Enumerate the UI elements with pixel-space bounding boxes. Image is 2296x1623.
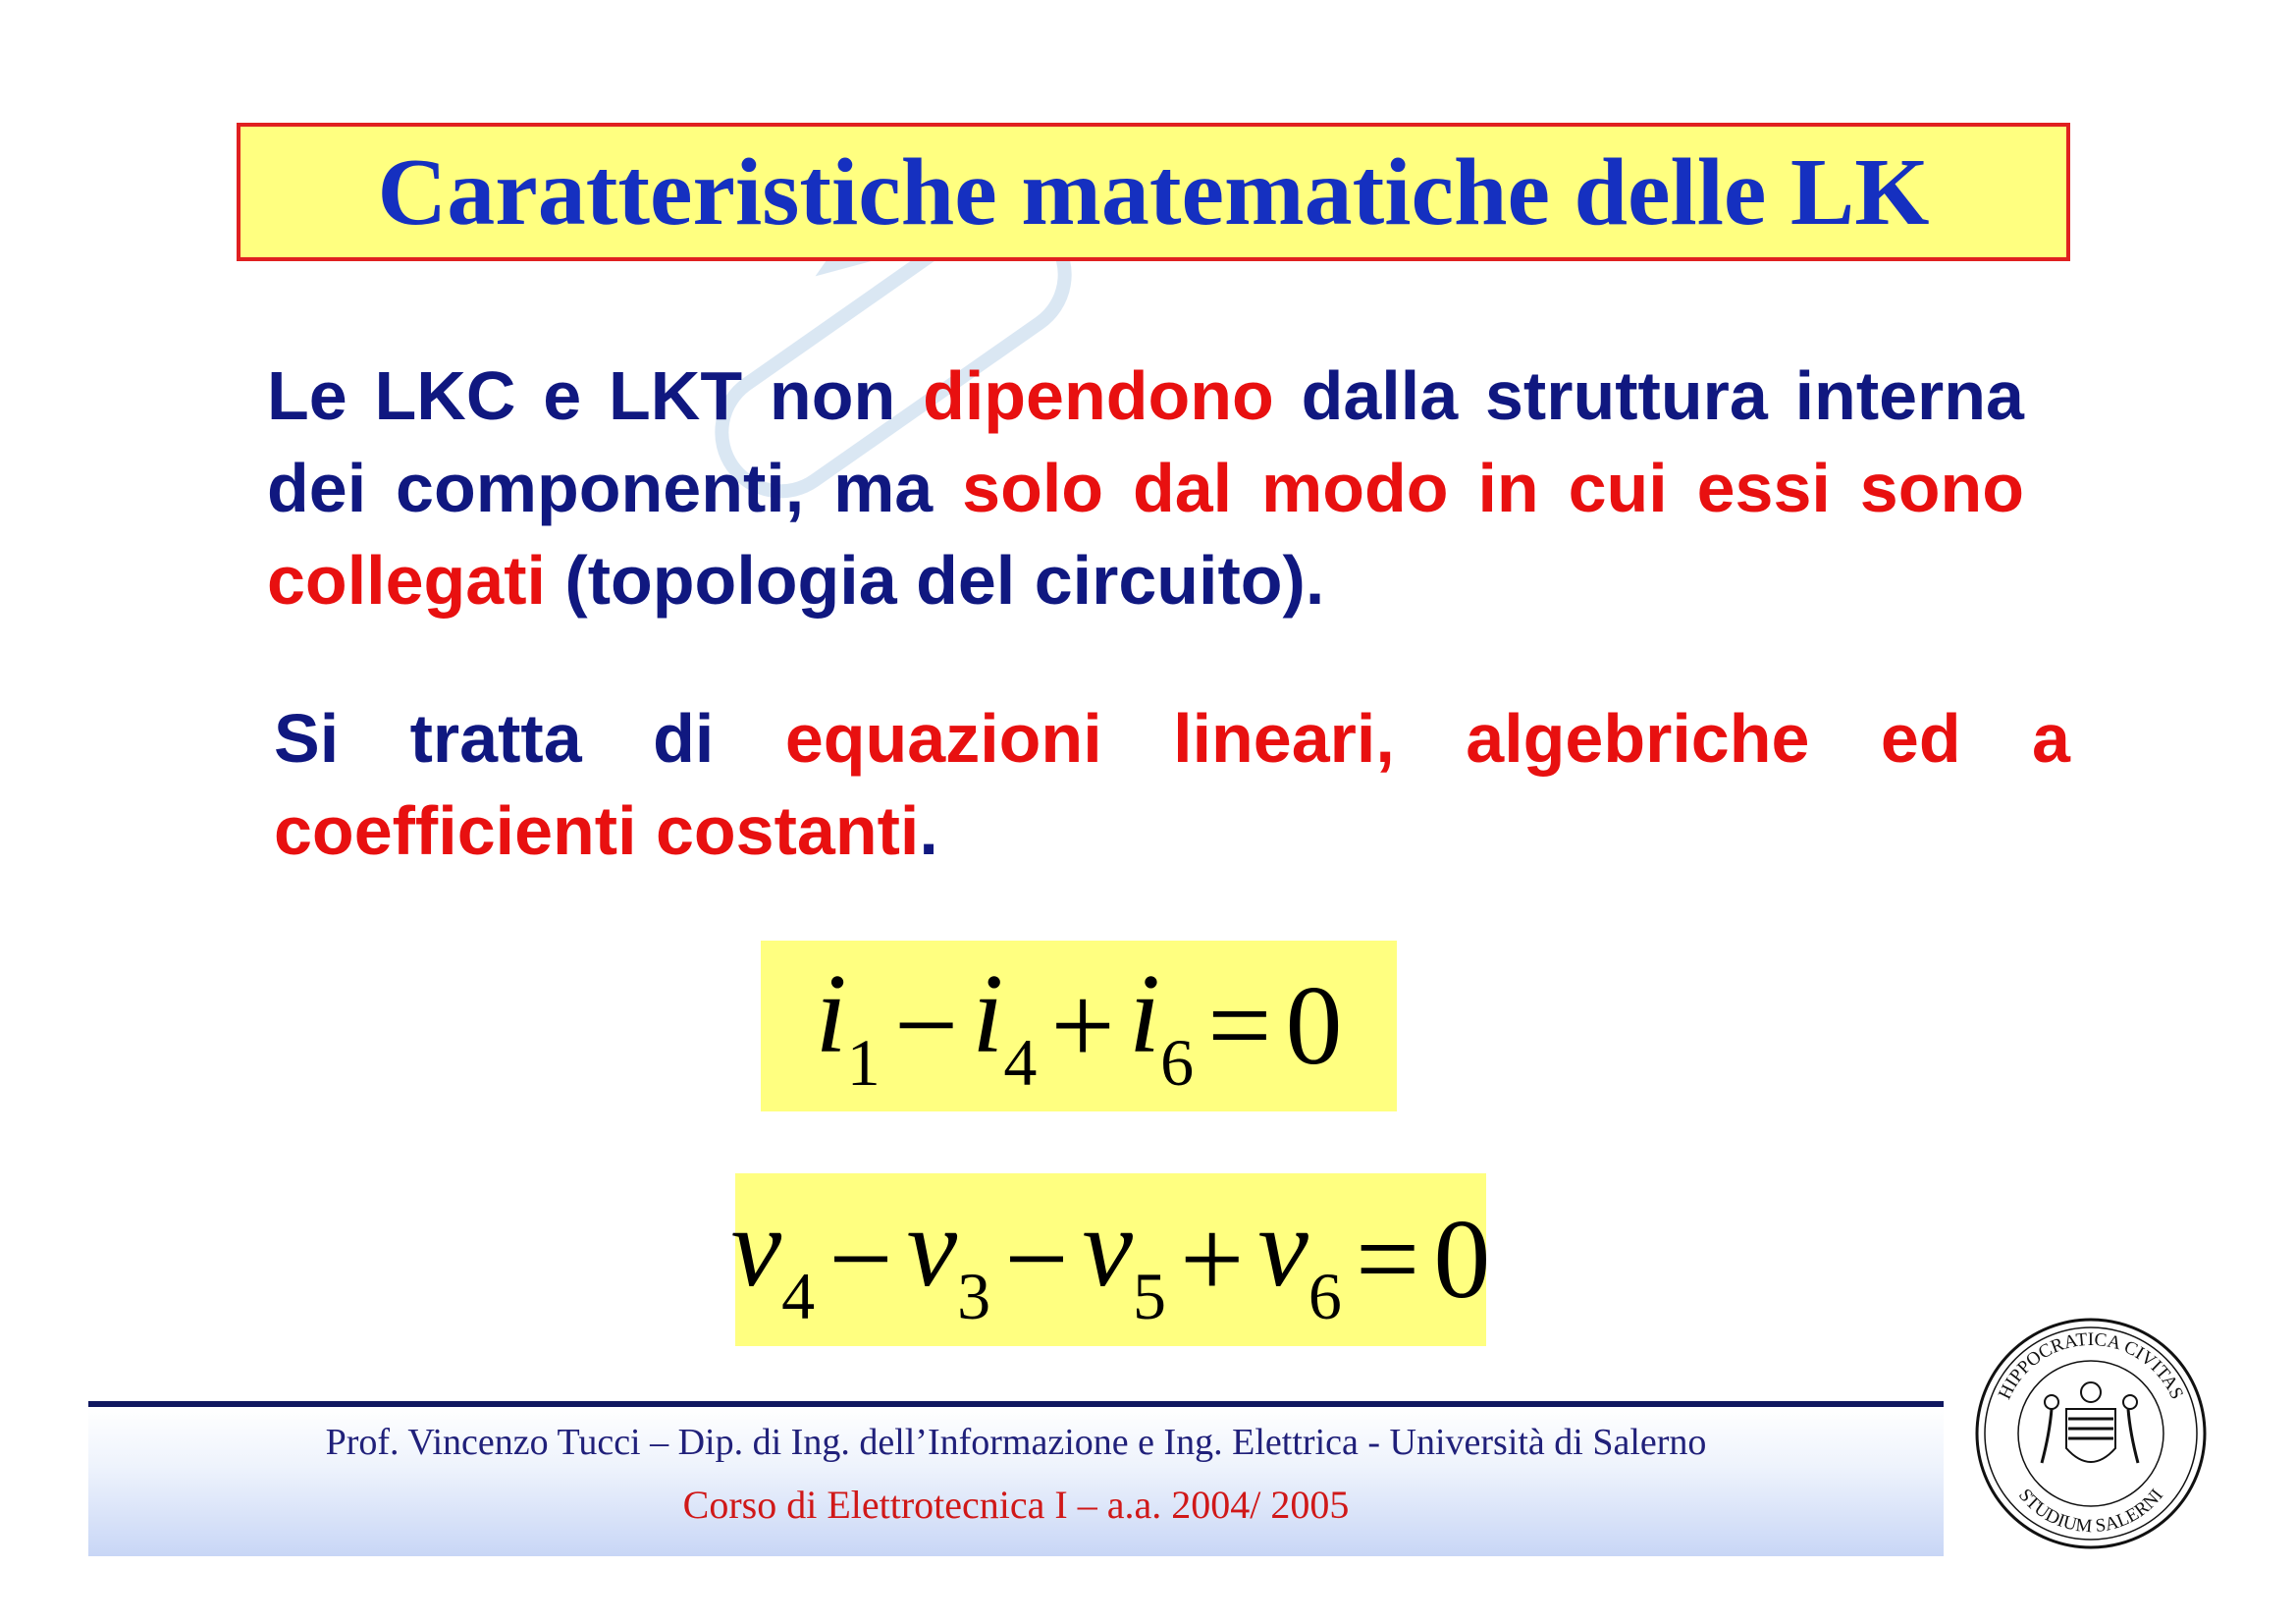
paragraph1-segment-blue: dalla struttura interna dei componenti, ma	[267, 357, 2024, 526]
university-seal-icon	[1973, 1316, 2209, 1551]
equation-term	[906, 1184, 991, 1333]
equation-operator: =	[1355, 1197, 1420, 1323]
slide-title: Caratteristiche matematiche delle LK	[377, 138, 1930, 245]
footer	[88, 1407, 1944, 1556]
variable-symbol: v	[730, 1184, 782, 1311]
variable-subscript: 6	[1308, 1258, 1342, 1333]
seal-bottom-text: STUDIUM SALERNI	[2014, 1485, 2167, 1538]
kcl-equation	[761, 941, 1397, 1111]
equation-term	[1128, 950, 1195, 1100]
equation-operator: −	[893, 963, 959, 1089]
equation-term	[1257, 1184, 1342, 1333]
paragraph1-segment-red: solo dal modo in cui essi sono collegati	[267, 450, 2024, 619]
variable-symbol: v	[906, 1184, 958, 1311]
variable-symbol: i	[972, 950, 1004, 1077]
equation-term	[815, 950, 881, 1100]
variable-subscript: 4	[781, 1258, 816, 1333]
footer-author: Prof. Vincenzo Tucci – Dip. di Ing. dell’Informazione e Ing. Elettrica - Università di Salerno	[325, 1422, 1707, 1463]
variable-symbol: i	[1128, 950, 1161, 1077]
variable-subscript: 4	[1003, 1024, 1038, 1100]
paragraph2-segment-red: equazioni lineari, algebriche ed a coefficienti costanti	[274, 700, 2070, 869]
variable-subscript: 6	[1160, 1024, 1195, 1100]
equation-constant: 0	[1433, 1197, 1491, 1323]
equation-operator: −	[1004, 1197, 1069, 1323]
equation-term	[1082, 1184, 1167, 1333]
equation-operator: =	[1207, 963, 1272, 1089]
paragraph1-segment-blue: Le LKC e LKT non	[267, 357, 924, 434]
paragraph1-segment-blue: (topologia del circuito).	[545, 542, 1325, 619]
paragraph-topology	[267, 350, 2024, 626]
variable-symbol: i	[815, 950, 847, 1077]
title-box	[237, 123, 2070, 261]
variable-symbol: v	[1257, 1184, 1308, 1311]
paragraph-equations	[274, 692, 2070, 877]
equation-term	[972, 950, 1038, 1100]
equation-operator: +	[1180, 1197, 1245, 1323]
variable-symbol: v	[1082, 1184, 1133, 1311]
footer-course: Corso di Elettrotecnica I – a.a. 2004/ 2005	[682, 1483, 1350, 1527]
variable-subscript: 1	[846, 1024, 881, 1100]
paragraph2-segment-blue: Si tratta di	[274, 700, 785, 777]
equation-term	[730, 1184, 816, 1333]
variable-subscript: 3	[957, 1258, 991, 1333]
paragraph2-segment-blue: .	[919, 792, 938, 869]
equation-operator: +	[1050, 963, 1115, 1089]
equation-constant: 0	[1285, 963, 1343, 1089]
variable-subscript: 5	[1133, 1258, 1166, 1333]
seal-top-text: HIPPOCRATICA CIVITAS	[1994, 1328, 2188, 1403]
paragraph1-segment-red: dipendono	[923, 357, 1274, 434]
kvl-equation	[730, 1173, 1491, 1346]
equation-operator: −	[828, 1197, 893, 1323]
